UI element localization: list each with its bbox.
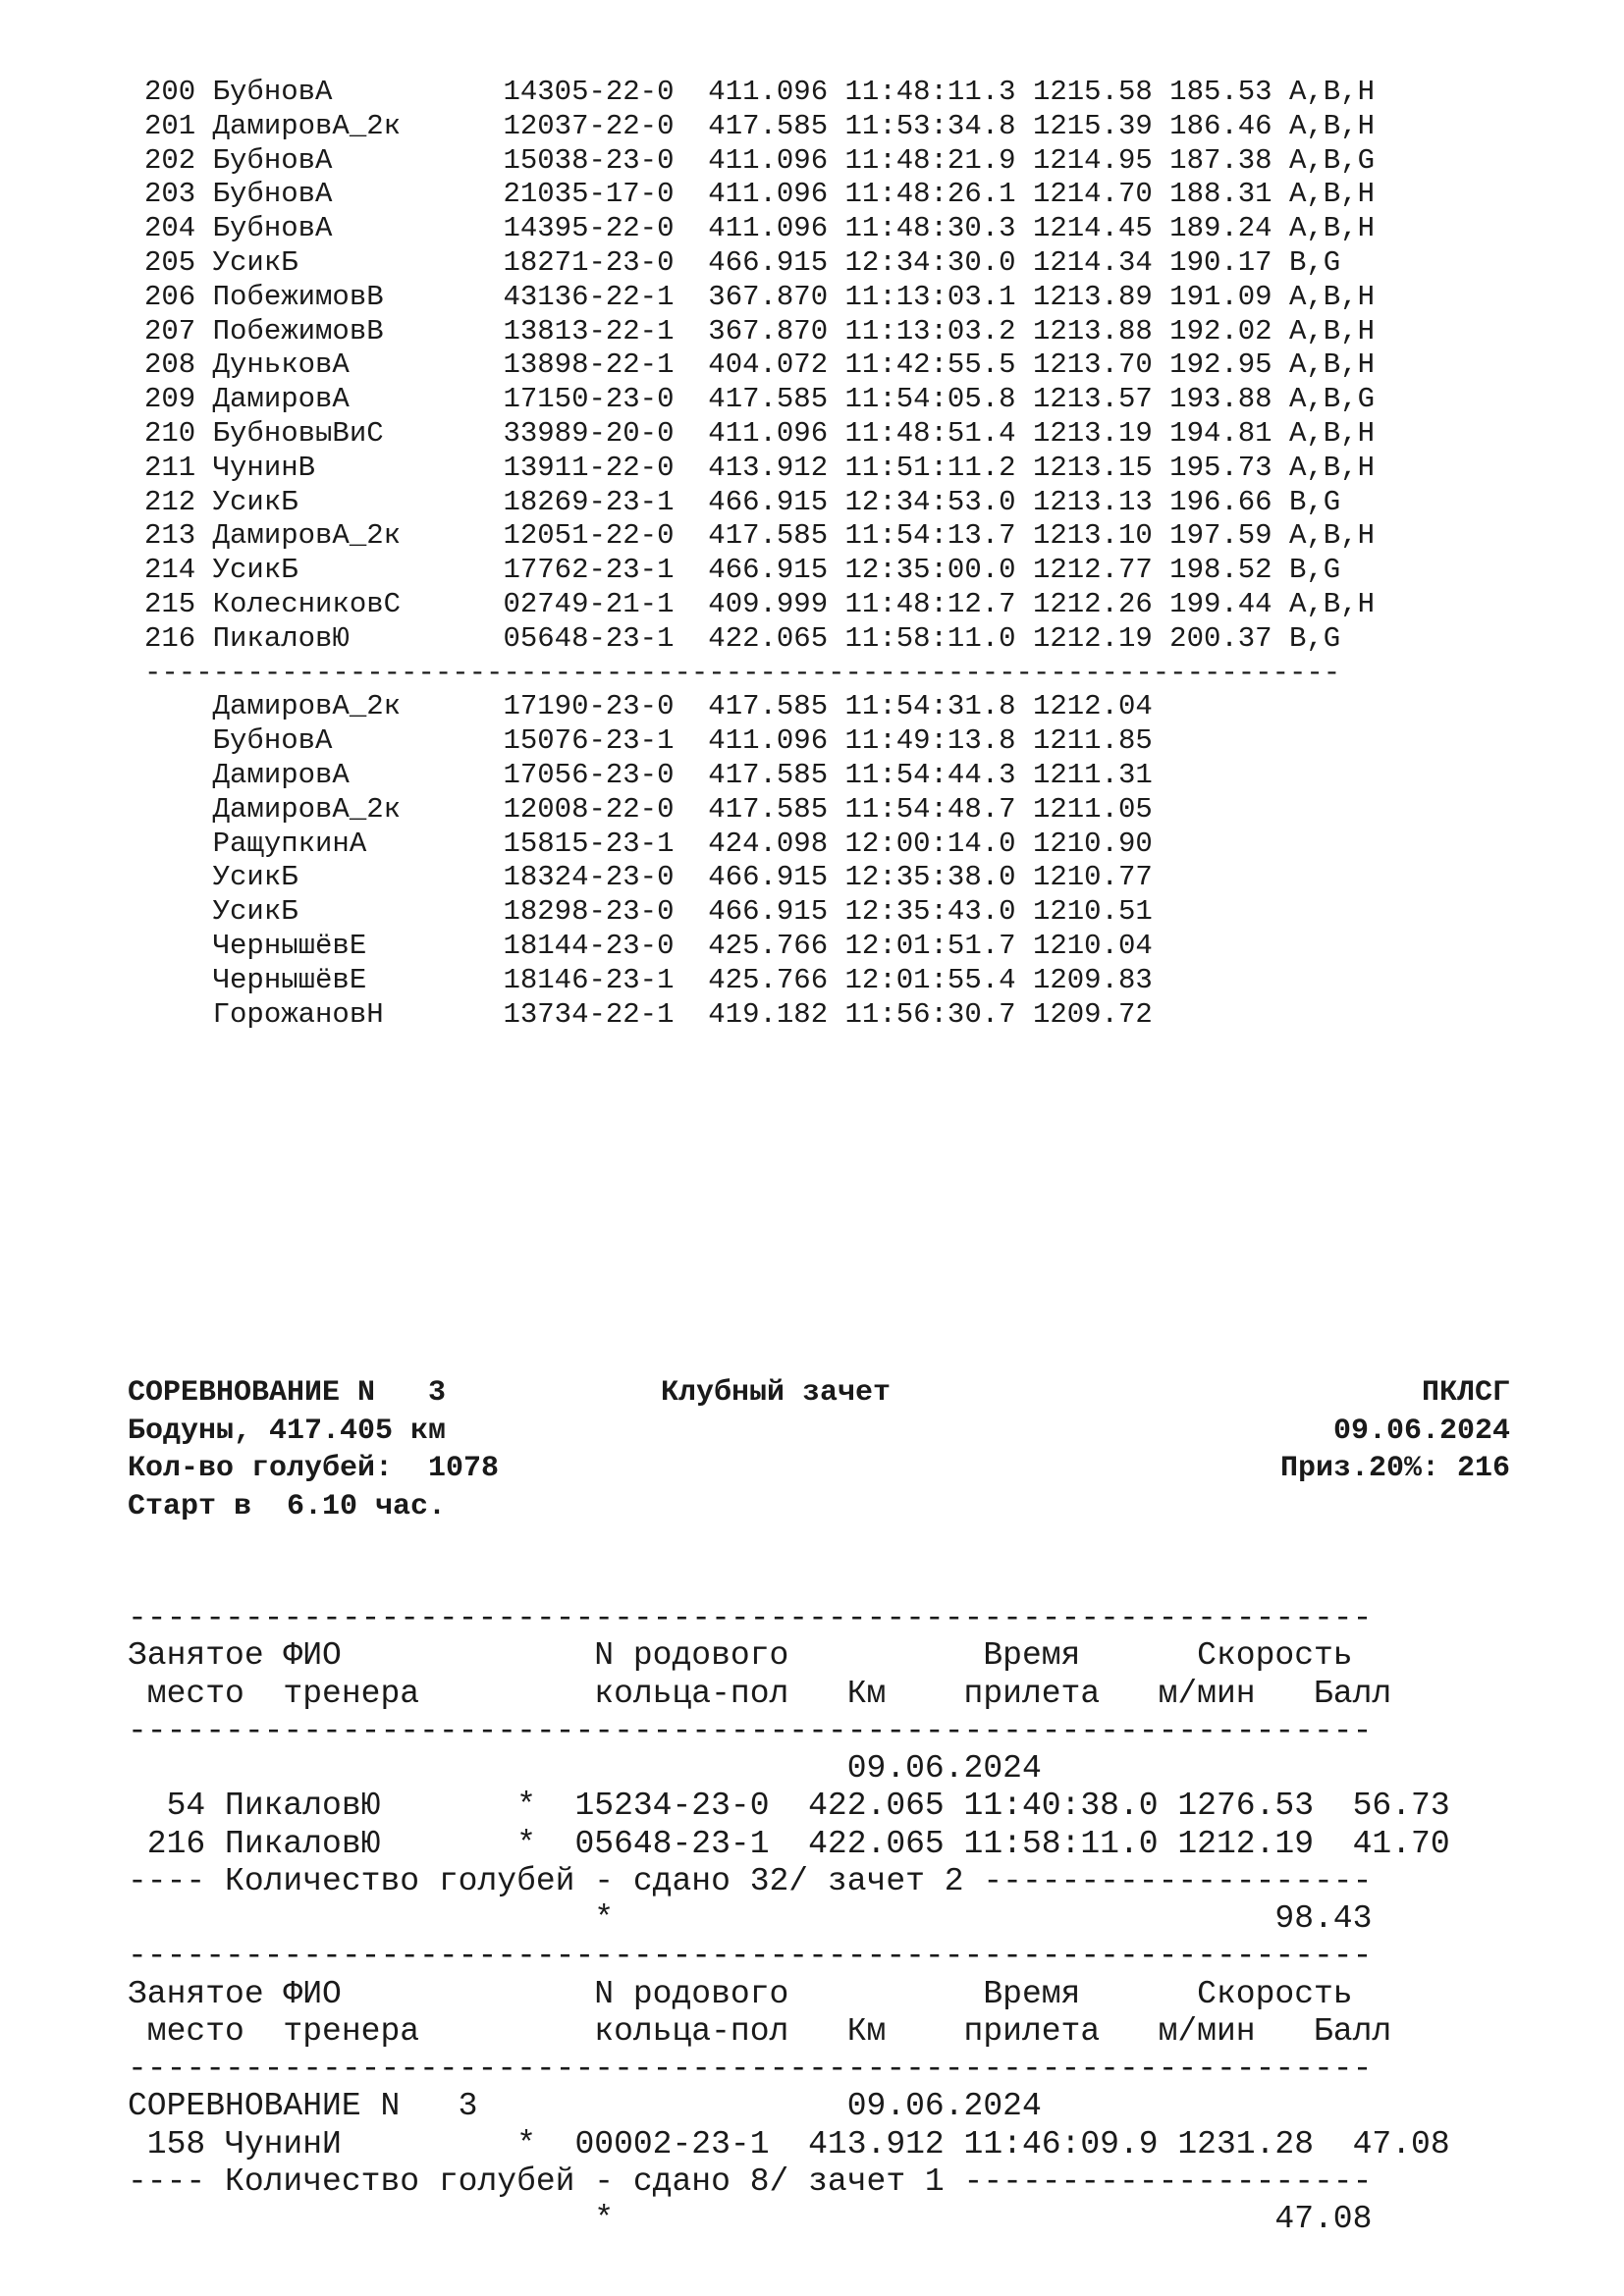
separator-line: ---------------------------------------------------------------- — [128, 1938, 1373, 1975]
summary-line: ---- Количество голубей - сдано 32/ зачет 2 -------------------- — [128, 1862, 1373, 1899]
table-header-row: Занятое ФИО N родового Время Скорость — [128, 1637, 1373, 1675]
table-row: 216 ПикаловЮ * 05648-23-1 422.065 11:58:11.0 1212.19 41.70 — [128, 1825, 1450, 1862]
competition-title: СОРЕВНОВАНИЕ N 3 — [128, 1376, 447, 1410]
table-row: ДамировА_2к 17190-23-0 417.585 11:54:31.8 1212.04 — [144, 690, 1153, 723]
club-results — [128, 1600, 1450, 2238]
table-row: 214 УсикБ 17762-23-1 466.915 12:35:00.0 1212.77 198.52 B,G — [144, 554, 1341, 587]
table-header-row: Занятое ФИО N родового Время Скорость — [128, 1975, 1373, 2012]
total-line: * 98.43 — [128, 1900, 1373, 1937]
table-row: 213 ДамировА_2к 12051-22-0 417.585 11:54:13.7 1213.10 197.59 A,B,H — [144, 519, 1376, 553]
table-row: 200 БубновА 14305-22-0 411.096 11:48:11.3 1215.58 185.53 A,B,H — [144, 76, 1376, 108]
date-line: 09.06.2024 — [128, 1750, 1042, 1787]
competition-date: 09.06.2024 — [1332, 1414, 1510, 1448]
table-row: ДамировА_2к 12008-22-0 417.585 11:54:48.7 1211.05 — [144, 792, 1153, 826]
separator-line: ---------------------------------------------------------------- — [128, 2051, 1373, 2087]
table-row: 204 БубновА 14395-22-0 411.096 11:48:30.3 1214.45 189.24 A,B,H — [144, 212, 1376, 245]
start-time: Старт в 6.10 час. — [128, 1489, 447, 1523]
separator-line: ---------------------------------------------------------------- — [128, 1600, 1373, 1636]
table-row: 203 БубновА 21035-17-0 411.096 11:48:26.1 1214.70 188.31 A,B,H — [144, 178, 1376, 211]
release-location: Бодуны, 417.405 км — [128, 1414, 447, 1448]
table-row: 54 ПикаловЮ * 15234-23-0 422.065 11:40:38.0 1276.53 56.73 — [128, 1788, 1450, 1825]
prize-count: Приз.20%: 216 — [1279, 1452, 1510, 1485]
table-header-row: место тренера кольца-пол Км прилета м/мин Балл — [128, 2012, 1392, 2050]
club-name: ПКЛСГ — [1421, 1376, 1510, 1410]
table-row: 209 ДамировА 17150-23-0 417.585 11:54:05.8 1213.57 193.88 A,B,G — [144, 383, 1376, 416]
table-row: 158 ЧунинИ * 00002-23-1 413.912 11:46:09.9 1231.28 47.08 — [128, 2125, 1450, 2163]
table-row: ГорожановН 13734-22-1 419.182 11:56:30.7 1209.72 — [144, 997, 1153, 1031]
pigeon-count: Кол-во голубей: 1078 — [128, 1452, 500, 1485]
table-row: УсикБ 18324-23-0 466.915 12:35:38.0 1210.77 — [144, 861, 1153, 894]
table-row: БубновА 15076-23-1 411.096 11:49:13.8 1211.85 — [144, 724, 1153, 758]
summary-line: ---- Количество голубей - сдано 8/ зачет 1 --------------------- — [128, 2163, 1373, 2200]
table-row: РащупкинА 15815-23-1 424.098 12:00:14.0 1210.90 — [144, 827, 1153, 860]
table-row: ЧернышёвЕ 18144-23-0 425.766 12:01:51.7 1210.04 — [144, 929, 1153, 962]
total-line: * 47.08 — [128, 2201, 1373, 2237]
date-line: СОРЕВНОВАНИЕ N 3 09.06.2024 — [128, 2088, 1042, 2125]
table-row: 208 ДуньковА 13898-22-1 404.072 11:42:55.5 1213.70 192.95 A,B,H — [144, 348, 1376, 382]
table-row: 216 ПикаловЮ 05648-23-1 422.065 11:58:11.0 1212.19 200.37 B,G — [144, 621, 1341, 655]
table-row: УсикБ 18298-23-0 466.915 12:35:43.0 1210.51 — [144, 895, 1153, 929]
competition-header — [128, 1374, 1510, 1525]
table-row: 201 ДамировА_2к 12037-22-0 417.585 11:53:34.8 1215.39 186.46 A,B,H — [144, 109, 1376, 142]
table-row: 212 УсикБ 18269-23-1 466.915 12:34:53.0 1213.13 196.66 B,G — [144, 485, 1341, 518]
table-row: 211 ЧунинВ 13911-22-0 413.912 11:51:11.2 1213.15 195.73 A,B,H — [144, 451, 1376, 484]
table-row: 206 ПобежимовВ 43136-22-1 367.870 11:13:03.1 1213.89 191.09 A,B,H — [144, 280, 1376, 313]
table-header-row: место тренера кольца-пол Км прилета м/мин Балл — [128, 1675, 1392, 1712]
competition-type: Клубный зачет — [661, 1376, 892, 1410]
table-row: 207 ПобежимовВ 13813-22-1 367.870 11:13:03.2 1213.88 192.02 A,B,H — [144, 314, 1376, 347]
table-row: ДамировА 17056-23-0 417.585 11:54:44.3 1211.31 — [144, 758, 1153, 791]
table-row: 202 БубновА 15038-23-0 411.096 11:48:21.9 1214.95 187.38 A,B,G — [144, 143, 1376, 177]
table-row: 210 БубновыВиС 33989-20-0 411.096 11:48:51.4 1213.19 194.81 A,B,H — [144, 416, 1376, 450]
table-row: 205 УсикБ 18271-23-0 466.915 12:34:30.0 1214.34 190.17 B,G — [144, 245, 1341, 279]
separator-line: ---------------------------------------------------------------- — [128, 1712, 1373, 1749]
results-list — [144, 76, 1375, 1032]
separator-line: ---------------------------------------------------------------------- — [144, 656, 1341, 689]
table-row: ЧернышёвЕ 18146-23-1 425.766 12:01:55.4 1209.83 — [144, 963, 1153, 996]
table-row: 215 КолесниковС 02749-21-1 409.999 11:48:12.7 1212.26 199.44 A,B,H — [144, 587, 1376, 620]
